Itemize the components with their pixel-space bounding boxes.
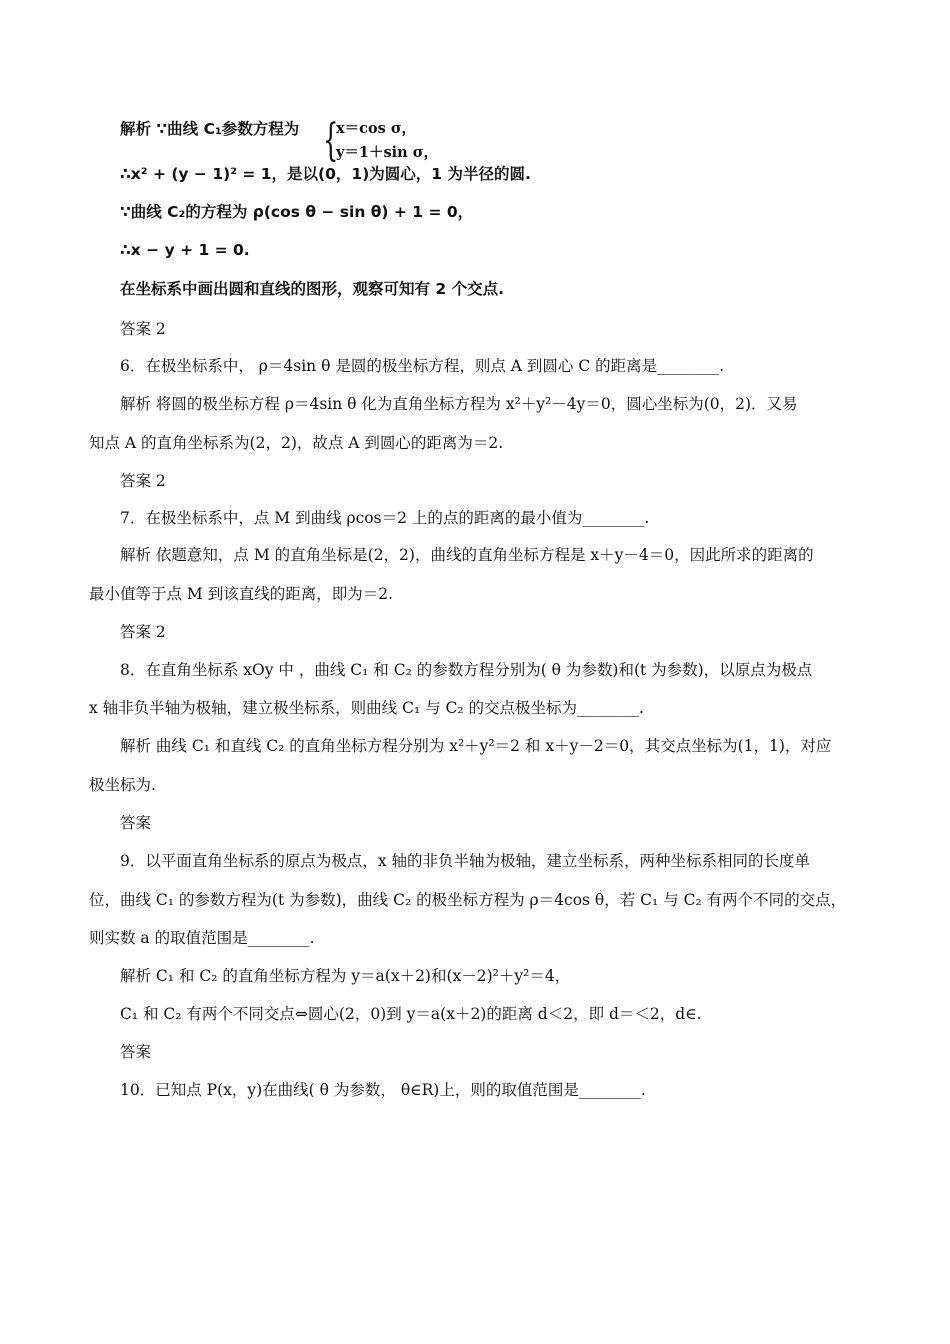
text-line-l15: 8．在直角坐标系 xOy 中 ，曲线 C₁ 和 C₂ 的参数方程分别为( θ 为参数)和(t 为参数)，以原点为极点 <box>120 661 813 679</box>
text-line-l24: C₁ 和 C₂ 有两个不同交点⇔圆心(2，0)到 y＝a(x＋2)的距离 d＜2，即 d＝＜2，d∈. <box>120 1005 702 1023</box>
text-line-l21: 位，曲线 C₁ 的参数方程为(t 为参数)，曲线 C₂ 的极坐标方程为 ρ＝4cos θ，若 C₁ 与 C₂ 有两个不同的交点， <box>89 891 847 909</box>
text-line-l7: 6．在极坐标系中， ρ＝4sin θ 是圆的极坐标方程，则点 A 到圆心 C 的距离是________. <box>120 357 725 375</box>
text-line-l6: 答案 2 <box>120 320 166 338</box>
text-line-l3: ∵曲线 C₂的方程为 ρ(cos θ − sin θ) + 1 = 0， <box>120 203 474 221</box>
text-line-l16: x 轴非负半轴为极轴，建立极坐标系，则曲线 C₁ 与 C₂ 的交点极坐标为________. <box>89 699 644 717</box>
text-line-l8: 解析 将圆的极坐标方程 ρ＝4sin θ 化为直角坐标方程为 x²＋y²－4y＝0，圆心坐标为(0，2)．又易 <box>120 395 798 413</box>
system-row-2: y＝1＋sin σ， <box>336 144 438 161</box>
left-brace: { <box>323 115 339 166</box>
text-line-l23: 解析 C₁ 和 C₂ 的直角坐标方程为 y＝a(x＋2)和(x－2)²＋y²＝4， <box>120 967 571 985</box>
text-line-l22: 则实数 a 的取值范围是________. <box>89 929 315 947</box>
text-line-l12: 解析 依题意知，点 M 的直角坐标是(2，2)，曲线的直角坐标方程是 x＋y－4＝0，因此所求的距离的 <box>120 546 814 564</box>
text-line-l14: 答案 2 <box>120 623 166 641</box>
parametric-system <box>323 117 438 165</box>
text-line-l13: 最小值等于点 M 到该直线的距离，即为＝2. <box>89 585 394 603</box>
text-line-l2: ∴x² + (y − 1)² = 1，是以(0，1)为圆心，1 为半径的圆. <box>120 165 531 183</box>
text-line-l19: 答案 <box>120 814 152 832</box>
system-row-1: x＝cos σ， <box>336 120 417 137</box>
text-line-l25: 答案 <box>120 1043 152 1061</box>
text-line-l1a: 解析 ∵曲线 C₁参数方程为 <box>120 120 300 138</box>
text-line-l18: 极坐标为. <box>89 776 156 794</box>
text-line-l26: 10．已知点 P(x，y)在曲线( θ 为参数， θ∈R)上，则的取值范围是________. <box>120 1081 646 1099</box>
text-line-l9: 知点 A 的直角坐标系为(2，2)，故点 A 到圆心的距离为＝2. <box>89 434 504 452</box>
text-line-l4: ∴x − y + 1 = 0. <box>120 241 250 259</box>
text-line-l20: 9．以平面直角坐标系的原点为极点，x 轴的非负半轴为极轴，建立坐标系，两种坐标系相同的长度单 <box>120 852 811 870</box>
text-line-l17: 解析 曲线 C₁ 和直线 C₂ 的直角坐标方程分别为 x²＋y²＝2 和 x＋y－2＝0，其交点坐标为(1，1)，对应 <box>120 737 832 755</box>
text-line-l10: 答案 2 <box>120 472 166 490</box>
text-line-l11: 7．在极坐标系中，点 M 到曲线 ρcos＝2 上的点的距离的最小值为________. <box>120 509 650 527</box>
text-line-l5: 在坐标系中画出圆和直线的图形，观察可知有 2 个交点. <box>120 280 504 298</box>
